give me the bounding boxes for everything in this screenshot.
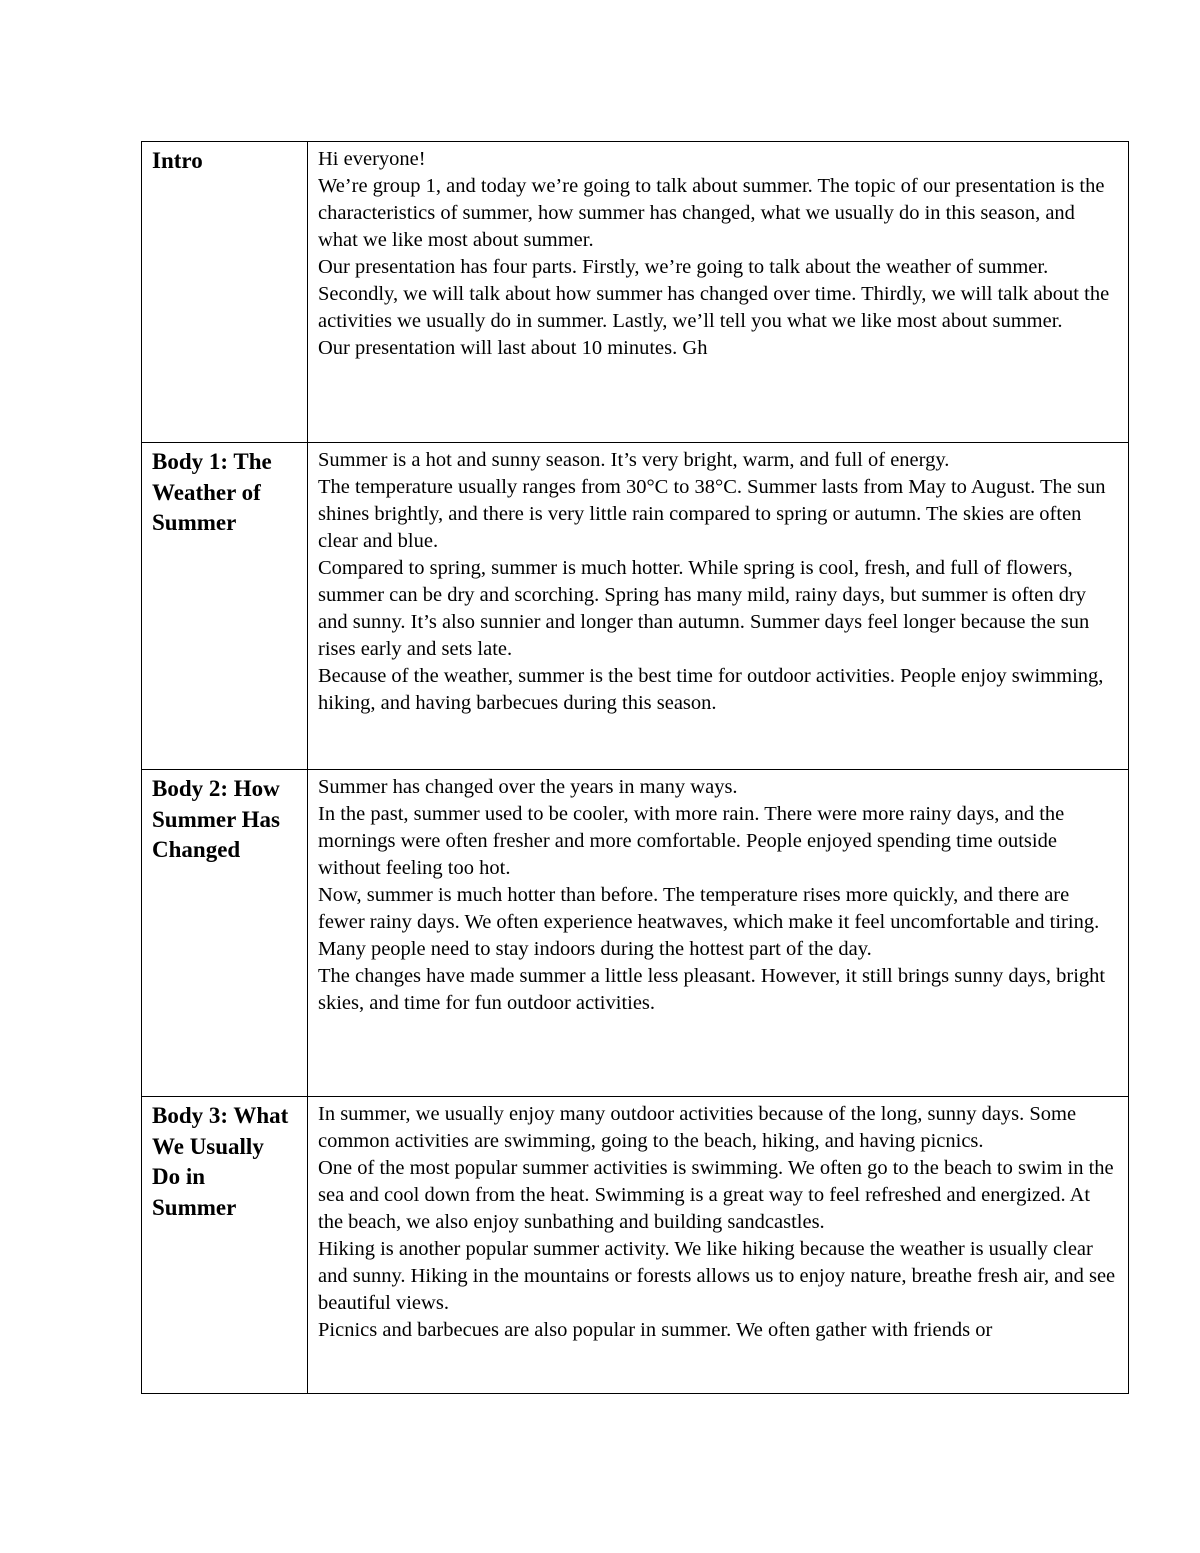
section-content-clip <box>318 1101 1118 1393</box>
table-row-intro <box>142 142 1129 443</box>
paragraph: Summer is a hot and sunny season. It’s very bright, warm, and full of energy. <box>318 449 950 471</box>
paragraph: Our presentation will last about 10 minutes. Gh <box>318 337 708 359</box>
section-label-cell <box>142 770 308 1097</box>
paragraph: Hiking is another popular summer activity. We like hiking because the weather is usually clear and sunny. Hiking in the mountains or forests allows us to enjoy nature, breathe fresh air, and see beautiful views. <box>318 1238 1116 1314</box>
section-label-cell <box>142 443 308 770</box>
section-label-cell <box>142 142 308 443</box>
paragraph: One of the most popular summer activities is swimming. We often go to the beach to swim in the sea and cool down from the heat. Swimming is a great way to feel refreshed and energized. At the beach, we also enjoy sunbathing and building sandcastles. <box>318 1157 1114 1233</box>
section-content-cell <box>308 770 1129 1097</box>
paragraph: We’re group 1, and today we’re going to talk about summer. The topic of our presentation is the characteristics of summer, how summer has changed, what we usually do in this season, and what we like most about summer. <box>318 175 1105 251</box>
paragraph: Compared to spring, summer is much hotter. While spring is cool, fresh, and full of flowers, summer can be dry and scorching. Spring has many mild, rainy days, but summer is often dry and sunny. It’s also sunnier and longer than autumn. Summer days feel longer because the sun rises early and sets late. <box>318 557 1090 660</box>
section-content-cell <box>308 1097 1129 1394</box>
paragraph: Summer has changed over the years in many ways. <box>318 776 738 798</box>
table-row-body-3 <box>142 1097 1129 1394</box>
paragraph: The temperature usually ranges from 30°C to 38°C. Summer lasts from May to August. The sun shines brightly, and there is very little rain compared to spring or autumn. The skies are often clear and blue. <box>318 476 1106 552</box>
section-label-body-3: Body 3: What We Usually Do in Summer <box>152 1103 289 1220</box>
paragraph: Because of the weather, summer is the best time for outdoor activities. People enjoy swimming, hiking, and having barbecues during this season. <box>318 665 1104 714</box>
presentation-outline-table <box>141 141 1129 1394</box>
section-label-body-2: Body 2: How Summer Has Changed <box>152 776 280 862</box>
paragraph: In the past, summer used to be cooler, with more rain. There were more rainy days, and the mornings were often fresher and more comfortable. People enjoyed spending time outside without feeling too hot. <box>318 803 1065 879</box>
section-label-intro: Intro <box>152 148 203 173</box>
table-row-body-1 <box>142 443 1129 770</box>
paragraph: In summer, we usually enjoy many outdoor activities because of the long, sunny days. Some common activities are swimming, going to the beach, hiking, and having picnics. <box>318 1103 1077 1152</box>
section-label-body-1: Body 1: The Weather of Summer <box>152 449 272 535</box>
section-content-cell <box>308 443 1129 770</box>
section-content-cell <box>308 142 1129 443</box>
section-label-cell <box>142 1097 308 1394</box>
paragraph: Hi everyone! <box>318 148 426 170</box>
paragraph: Picnics and barbecues are also popular in summer. We often gather with friends or <box>318 1319 993 1341</box>
table-row-body-2 <box>142 770 1129 1097</box>
paragraph: Now, summer is much hotter than before. The temperature rises more quickly, and there are fewer rainy days. We often experience heatwaves, which make it feel uncomfortable and tiring. Many people need to stay indoors during the hottest part of the day. <box>318 884 1100 960</box>
paragraph: The changes have made summer a little less pleasant. However, it still brings sunny days, bright skies, and time for fun outdoor activities. <box>318 965 1106 1014</box>
paragraph: Our presentation has four parts. Firstly, we’re going to talk about the weather of summer. Secondly, we will talk about how summer has changed over time. Thirdly, we will talk about the activities we usually do in summer. Lastly, we’ll tell you what we like most about summer. <box>318 256 1110 332</box>
